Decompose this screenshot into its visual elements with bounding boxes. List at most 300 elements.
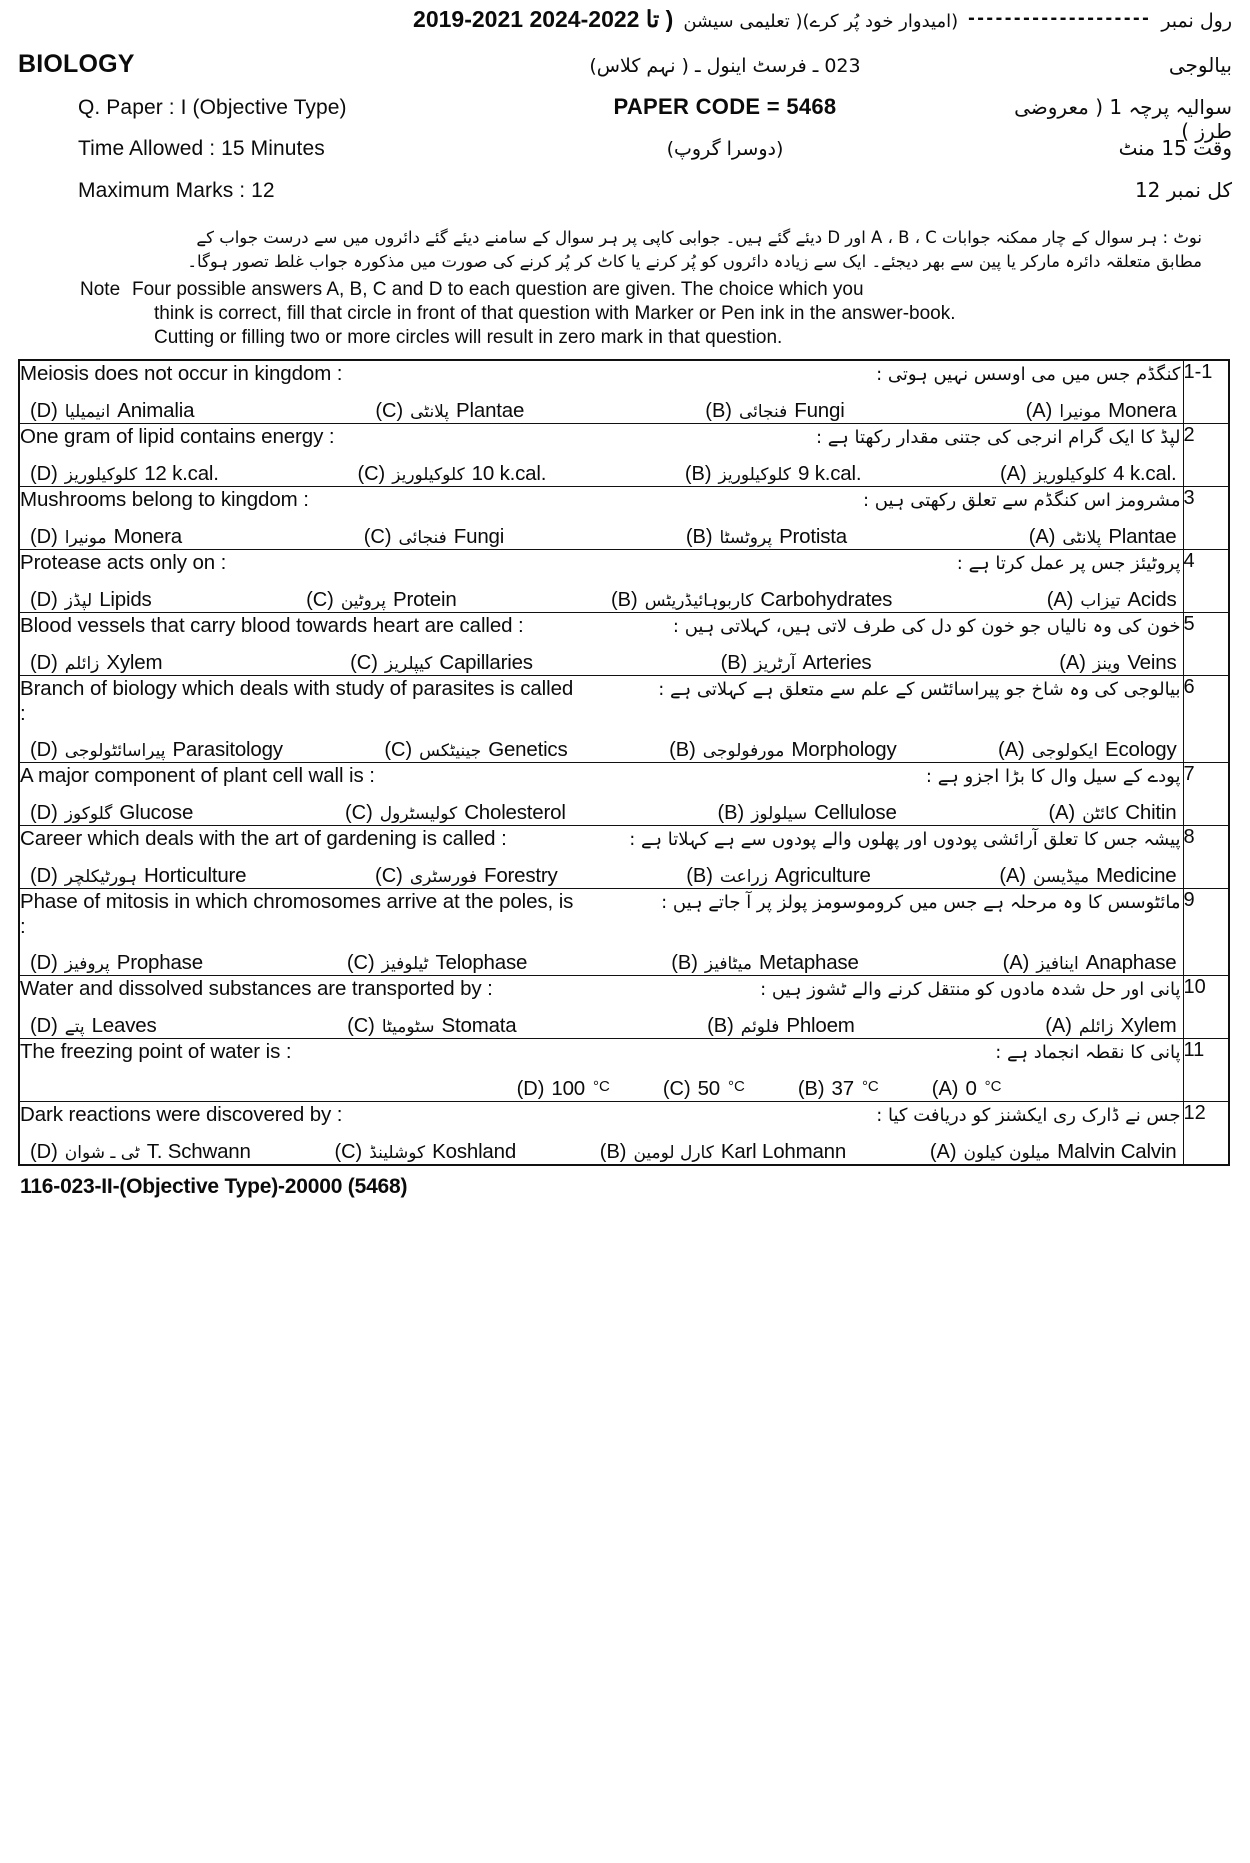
option-list — [20, 525, 1183, 549]
question-body — [19, 486, 1183, 549]
option-choice[interactable] — [671, 951, 859, 975]
option-text-en: Veins — [1127, 650, 1177, 674]
option-text-urdu: اینافیز — [1036, 953, 1079, 974]
option-text-en: Anaphase — [1085, 950, 1177, 974]
option-label: (C) — [384, 738, 413, 761]
option-choice[interactable] — [350, 651, 533, 675]
option-text-en: Xylem — [106, 650, 163, 674]
question-row — [19, 975, 1229, 1038]
option-label: (C) — [662, 1077, 691, 1100]
question-stem — [20, 550, 1183, 576]
option-choice[interactable] — [1049, 801, 1177, 825]
option-choice[interactable] — [334, 1140, 516, 1164]
option-choice[interactable] — [611, 588, 892, 612]
note-en-line-3: Cutting or filling two or more circles will result in zero mark in that question. — [154, 327, 783, 349]
question-stem-urdu: مائٹوسس کا وہ مرحلہ ہے جس میں کروموسومز پولز پر آ جاتے ہیں : — [661, 891, 1181, 913]
option-text-urdu: پروٹین — [340, 590, 386, 611]
question-number: 6 — [1183, 675, 1229, 762]
option-text-urdu: انیمیلیا — [64, 401, 111, 422]
paper-footer-code: 116-023-II-(Objective Type)-20000 (5468) — [20, 1174, 408, 1198]
option-label: (D) — [30, 1140, 58, 1163]
option-choice[interactable] — [1059, 651, 1176, 675]
option-text-en: Xylem — [1120, 1013, 1177, 1037]
option-text-urdu: سٹومیٹا — [381, 1016, 435, 1037]
subject-row — [18, 50, 1232, 94]
option-text-urdu: وینز — [1092, 653, 1121, 674]
option-list — [20, 1014, 1183, 1038]
option-label: (D) — [30, 525, 58, 548]
question-body — [19, 1038, 1183, 1101]
option-label: (D) — [30, 399, 58, 422]
option-choice[interactable] — [1000, 462, 1176, 486]
option-label: (D) — [30, 462, 58, 485]
option-text-urdu: کیپلریز — [384, 653, 433, 674]
question-row — [19, 1038, 1229, 1101]
option-label: (A) — [1002, 951, 1030, 974]
option-text-en: Metaphase — [759, 950, 859, 974]
option-choice[interactable] — [721, 651, 872, 675]
option-text-en: Monera — [1108, 398, 1177, 422]
option-label: (C) — [346, 951, 375, 974]
degree-celsius-unit: °C — [861, 1077, 879, 1095]
degree-celsius-unit: °C — [593, 1077, 610, 1095]
option-choice[interactable] — [998, 738, 1176, 762]
option-label: (D) — [30, 951, 58, 974]
option-list — [20, 864, 1183, 888]
question-stem — [20, 613, 1183, 639]
option-text-urdu: ایکولوجی — [1031, 740, 1098, 761]
option-label: (C) — [350, 651, 378, 674]
option-text-en: Leaves — [91, 1013, 157, 1037]
question-stem — [20, 1039, 1183, 1065]
question-row — [19, 612, 1229, 675]
option-text-en: Capillaries — [439, 650, 533, 674]
question-stem — [20, 424, 1183, 450]
option-text-urdu: ٹی ـ شوان — [64, 1142, 140, 1163]
option-text-urdu: مونیرا — [64, 527, 107, 548]
option-text-en: Protista — [779, 524, 847, 548]
option-choice[interactable] — [375, 399, 524, 423]
option-text-urdu: کلوکیلوریز — [64, 464, 138, 485]
question-body — [19, 360, 1183, 424]
question-stem-urdu: پروٹیئز جس پر عمل کرتا ہے : — [956, 552, 1181, 574]
option-list — [20, 738, 1183, 762]
option-text-en: Prophase — [116, 950, 203, 974]
option-text-en: 50 — [697, 1076, 721, 1100]
note-en-line-1: Four possible answers A, B, C and D to each question are given. The choice which you — [132, 278, 864, 300]
option-label: (B) — [671, 951, 698, 974]
paper-type-label: Q. Paper : I (Objective Type) — [78, 96, 347, 119]
option-list — [20, 462, 1183, 486]
question-stem-en: Meiosis does not occur in kingdom : — [20, 361, 343, 385]
question-stem-urdu: پیشہ جس کا تعلق آرائشی پودوں اور پھلوں والے پودوں سے ہے کہلاتا ہے : — [629, 828, 1181, 850]
question-row — [19, 1101, 1229, 1165]
option-text-en: 9 k.cal. — [798, 461, 862, 485]
option-text-urdu: پلانٹی — [1062, 527, 1102, 548]
question-body — [19, 975, 1183, 1038]
option-text-en: Forestry — [484, 863, 558, 887]
question-body — [19, 888, 1183, 975]
option-choice[interactable] — [1045, 1014, 1176, 1038]
option-text-en: Acids — [1127, 587, 1177, 611]
option-label: (C) — [357, 462, 386, 485]
option-choice[interactable] — [30, 738, 283, 762]
option-list — [20, 588, 1183, 612]
option-choice[interactable] — [1047, 588, 1177, 612]
question-row — [19, 360, 1229, 424]
option-text-en: Glucose — [119, 800, 194, 824]
question-stem — [20, 976, 1183, 1002]
time-allowed-label: Time Allowed : 15 Minutes — [78, 137, 325, 160]
option-text-urdu: کارل لومین — [633, 1142, 714, 1163]
option-text-urdu: کولیسٹرول — [379, 803, 458, 824]
question-row — [19, 549, 1229, 612]
option-text-en: 0 — [965, 1076, 977, 1100]
paper-header — [18, 0, 1232, 351]
option-label: (A) — [1025, 399, 1053, 422]
option-text-en: Horticulture — [143, 863, 247, 887]
option-text-en: Genetics — [488, 737, 568, 761]
question-stem-urdu: لپڈ کا ایک گرام انرجی کی جتنی مقدار رکھتا ہے : — [815, 426, 1181, 448]
objective-questions-table — [18, 359, 1230, 1166]
option-text-urdu: سیلولوز — [751, 803, 808, 824]
option-choice[interactable] — [30, 1014, 157, 1038]
option-text-urdu: کلوکیلوریز — [392, 464, 465, 485]
option-text-urdu: کوشلینڈ — [369, 1142, 426, 1163]
question-stem-urdu: مشرومز اس کنگڈم سے تعلق رکھتی ہیں : — [863, 489, 1181, 511]
option-label: (B) — [611, 588, 638, 611]
option-choice[interactable] — [347, 951, 527, 975]
option-text-en: Lipids — [99, 587, 152, 611]
subject-name-urdu: بیالوجی — [1168, 53, 1232, 77]
question-number: 10 — [1183, 975, 1229, 1038]
option-choice[interactable] — [30, 951, 203, 975]
question-row — [19, 825, 1229, 888]
question-body — [19, 825, 1183, 888]
option-label: (B) — [669, 738, 696, 761]
option-text-en: 12 k.cal. — [144, 461, 219, 485]
option-label: (A) — [931, 1077, 959, 1100]
option-choice[interactable] — [932, 1077, 1003, 1101]
question-stem-urdu: بیالوجی کی وہ شاخ جو پیراسائٹس کے علم سے متعلق ہے کہلاتی ہے : — [658, 678, 1181, 700]
question-number: 2 — [1183, 423, 1229, 486]
option-choice[interactable] — [1026, 399, 1177, 423]
option-text-urdu: کلوکیلوریز — [718, 464, 792, 485]
option-text-urdu: فنجائی — [738, 401, 788, 422]
option-text-urdu: پروفیز — [64, 953, 110, 974]
question-stem — [20, 763, 1183, 789]
option-text-en: Plantae — [1108, 524, 1177, 548]
question-stem-en: The freezing point of water is : — [20, 1039, 292, 1063]
option-text-urdu: میڈیسن — [1033, 866, 1090, 887]
option-choice[interactable] — [347, 1014, 516, 1038]
option-choice[interactable] — [1029, 525, 1177, 549]
option-text-en: 100 — [551, 1076, 585, 1100]
question-stem-urdu: خون کی وہ نالیاں جو خون کو دل کی طرف لاتی ہیں، کہلاتی ہیں : — [672, 615, 1181, 637]
question-number: 4 — [1183, 549, 1229, 612]
maximum-marks-label: Maximum Marks : 12 — [78, 179, 275, 202]
option-list — [20, 651, 1183, 675]
option-text-en: Protein — [392, 587, 457, 611]
option-label: (C) — [363, 525, 392, 548]
option-choice[interactable] — [930, 1140, 1177, 1164]
option-text-en: Telophase — [435, 950, 528, 974]
note-urdu-line-2: مطابق متعلقہ دائرہ مارکر یا پین سے بھر دیجئے۔ ایک سے زیادہ دائروں کو پُر کرنے یا کاٹ کر پُر کرنے کی صورت میں مذکورہ جواب غلط تصور ہوگا۔ — [187, 251, 1202, 271]
option-label: (D) — [30, 864, 58, 887]
option-label: (A) — [998, 738, 1025, 761]
option-label: (B) — [685, 525, 713, 548]
candidate-session-label: (امیدوار خود پُر کرے)( تعلیمی سیشن — [683, 11, 959, 32]
question-stem-en: Dark reactions were discovered by : — [20, 1102, 343, 1126]
option-list — [20, 1077, 1183, 1101]
question-body — [19, 423, 1183, 486]
option-label: (D) — [30, 738, 58, 761]
option-label: (D) — [30, 801, 58, 824]
option-choice[interactable] — [306, 588, 456, 612]
option-text-urdu: زراعت — [719, 866, 768, 887]
option-text-en: Fungi — [453, 524, 505, 548]
option-label: (B) — [684, 462, 712, 485]
option-text-en: T. Schwann — [146, 1139, 251, 1163]
question-row — [19, 486, 1229, 549]
option-label: (A) — [1045, 1014, 1072, 1037]
option-text-en: Stomata — [441, 1013, 517, 1037]
question-stem-urdu: پانی کا نقطہ انجماد ہے : — [995, 1041, 1181, 1063]
option-label: (C) — [306, 588, 334, 611]
option-text-urdu: کاربوہائیڈریٹس — [644, 590, 754, 611]
question-stem-urdu: پودے کے سیل وال کا بڑا اجزو ہے : — [925, 765, 1181, 787]
option-text-urdu: جینیٹکس — [419, 740, 482, 761]
option-choice[interactable] — [30, 1140, 251, 1164]
option-label: (A) — [1059, 651, 1086, 674]
option-choice[interactable] — [30, 399, 194, 423]
question-stem-en: Career which deals with the art of gardening is called : — [20, 826, 507, 850]
option-label: (B) — [599, 1140, 627, 1163]
option-text-en: Carbohydrates — [760, 587, 893, 611]
option-text-urdu: پیراسائٹولوجی — [64, 740, 166, 761]
option-text-urdu: مونیرا — [1059, 401, 1102, 422]
option-text-urdu: گلوکوز — [64, 803, 113, 824]
option-text-en: Cholesterol — [464, 800, 566, 824]
option-choice[interactable] — [999, 864, 1176, 888]
option-text-urdu: لپڈز — [64, 590, 93, 611]
question-row — [19, 888, 1229, 975]
option-list — [20, 951, 1183, 975]
option-label: (D) — [30, 1014, 58, 1037]
option-text-en: Karl Lohmann — [720, 1139, 847, 1163]
question-stem — [20, 1102, 1183, 1128]
option-choice[interactable] — [1003, 951, 1177, 975]
question-number: 7 — [1183, 762, 1229, 825]
option-text-urdu: تیزاب — [1080, 590, 1121, 611]
option-choice[interactable] — [686, 525, 847, 549]
question-body — [19, 762, 1183, 825]
time-allowed-row — [18, 136, 1232, 178]
question-row — [19, 675, 1229, 762]
option-label: (B) — [707, 1014, 734, 1037]
option-text-en: Ecology — [1104, 737, 1177, 761]
option-text-urdu: فلوئم — [740, 1016, 780, 1037]
option-label: (A) — [1000, 462, 1027, 485]
question-body — [19, 1101, 1183, 1165]
degree-celsius-unit: °C — [728, 1077, 745, 1095]
question-stem-urdu: پانی اور حل شدہ مادوں کو منتقل کرنے والے ٹشوز ہیں : — [760, 978, 1181, 1000]
question-stem-en: Protease acts only on : — [20, 550, 227, 574]
question-stem — [20, 826, 1183, 852]
option-text-urdu: فنجائی — [398, 527, 447, 548]
option-choice[interactable] — [707, 1014, 855, 1038]
option-choice[interactable] — [685, 462, 861, 486]
option-choice[interactable] — [705, 399, 844, 423]
option-text-urdu: زائلم — [1078, 1016, 1114, 1037]
question-body — [19, 612, 1183, 675]
option-label: (B) — [686, 864, 713, 887]
paper-type-label-urdu: سوالیہ پرچہ 1 ( معروضی طرز ) — [1014, 95, 1232, 143]
option-label: (C) — [334, 1140, 363, 1163]
option-label: (C) — [345, 801, 373, 824]
question-number: 8 — [1183, 825, 1229, 888]
question-row — [19, 762, 1229, 825]
option-text-en: Morphology — [791, 737, 897, 761]
note-urdu-line-1: نوٹ : ہر سوال کے چار ممکنہ جوابات A ، B ، C اور D دیئے گئے ہیں۔ جوابی کاپی پر ہر سوال کے سامنے دیئے گئے دائروں میں سے درست جواب کے — [196, 228, 1202, 247]
option-text-urdu: آرٹریز — [754, 653, 796, 674]
exam-session-urdu: 023 ـ فرسٹ اینول ـ ( نہم کلاس) — [589, 55, 861, 77]
roll-no-row — [18, 0, 1232, 50]
option-text-urdu: کلوکیلوریز — [1033, 464, 1107, 485]
paper-code: PAPER CODE = 5468 — [613, 94, 837, 119]
option-choice[interactable] — [663, 1077, 746, 1101]
option-label: (A) — [1048, 801, 1076, 824]
option-choice[interactable] — [357, 462, 546, 486]
option-choice[interactable] — [686, 864, 870, 888]
option-choice[interactable] — [798, 1077, 880, 1101]
option-choice[interactable] — [30, 462, 219, 486]
question-stem-urdu: جس نے ڈارک ری ایکشنز کو دریافت کیا : — [876, 1104, 1181, 1126]
question-number: 5 — [1183, 612, 1229, 675]
question-row — [19, 423, 1229, 486]
option-text-urdu: پروٹسٹا — [719, 527, 773, 548]
option-text-urdu: میلون کیلون — [963, 1142, 1051, 1163]
option-text-urdu: ٹیلوفیز — [381, 953, 429, 974]
roll-no-dots: -------------------- — [968, 7, 1152, 29]
question-stem-en: One gram of lipid contains energy : — [20, 424, 335, 448]
option-choice[interactable] — [375, 864, 558, 888]
session-years: 2019-2021 تا 2022-2024 ) — [413, 6, 674, 32]
option-choice[interactable] — [364, 525, 504, 549]
question-stem-en: Branch of biology which deals with study of parasites is called : — [20, 676, 574, 725]
note-tag: Note — [80, 278, 121, 300]
question-stem-en: A major component of plant cell wall is : — [20, 763, 375, 787]
option-choice[interactable] — [600, 1140, 846, 1164]
option-text-en: Animalia — [117, 398, 195, 422]
option-choice[interactable] — [30, 525, 182, 549]
question-number: 1-1 — [1183, 360, 1229, 424]
option-choice[interactable] — [718, 801, 897, 825]
option-text-urdu: زائلم — [64, 653, 100, 674]
option-text-en: Chitin — [1125, 800, 1177, 824]
option-label: (D) — [30, 588, 58, 611]
question-number: 9 — [1183, 888, 1229, 975]
option-label: (B) — [720, 651, 748, 674]
maximum-marks-label-urdu: کل نمبر 12 — [1134, 178, 1232, 202]
question-stem — [20, 361, 1183, 387]
question-stem-en: Phase of mitosis in which chromosomes arrive at the poles, is : — [20, 889, 574, 938]
option-text-en: Plantae — [456, 398, 525, 422]
option-list — [20, 399, 1183, 423]
option-text-en: Koshland — [432, 1139, 517, 1163]
option-label: (D) — [516, 1077, 545, 1100]
subject-name-en: BIOLOGY — [18, 50, 135, 78]
option-text-urdu: مورفولوجی — [702, 740, 785, 761]
option-label: (A) — [1046, 588, 1074, 611]
option-label: (A) — [929, 1140, 957, 1163]
option-label: (D) — [30, 651, 58, 674]
option-list — [20, 801, 1183, 825]
option-text-en: 37 — [831, 1076, 854, 1100]
question-stem — [20, 487, 1183, 513]
group-label-urdu: (دوسرا گروپ) — [666, 138, 784, 160]
option-text-en: 10 k.cal. — [471, 461, 547, 485]
option-choice[interactable] — [30, 588, 152, 612]
option-choice[interactable] — [517, 1077, 611, 1101]
option-label: (B) — [797, 1077, 825, 1100]
option-label: (C) — [375, 399, 404, 422]
option-text-urdu: کائٹن — [1082, 803, 1119, 824]
option-choice[interactable] — [30, 864, 246, 888]
question-stem — [20, 676, 1183, 726]
option-text-en: Arteries — [802, 650, 872, 674]
option-text-en: Parasitology — [172, 737, 283, 761]
maximum-marks-row — [18, 178, 1232, 220]
option-label: (B) — [705, 399, 732, 422]
option-choice[interactable] — [30, 801, 193, 825]
question-number: 3 — [1183, 486, 1229, 549]
note-en-line-2: think is correct, fill that circle in front of that question with Marker or Pen ink in the answer-book. — [154, 303, 956, 325]
question-stem-en: Water and dissolved substances are transported by : — [20, 976, 493, 1000]
option-text-en: Phloem — [786, 1013, 855, 1037]
option-text-urdu: پتے — [64, 1016, 85, 1037]
degree-celsius-unit: °C — [984, 1077, 1002, 1095]
question-stem-urdu: کنگڈم جس میں می اوسس نہیں ہوتی : — [876, 363, 1181, 385]
roll-no-label: رول نمبر — [1161, 10, 1232, 32]
option-choice[interactable] — [30, 651, 162, 675]
option-text-en: Fungi — [794, 398, 845, 422]
option-list — [20, 1140, 1183, 1164]
option-text-urdu: ہورٹیکلچر — [64, 866, 137, 887]
question-stem-en: Blood vessels that carry blood towards heart are called : — [20, 613, 524, 637]
question-number: 11 — [1183, 1038, 1229, 1101]
option-text-urdu: میٹافیز — [704, 953, 753, 974]
option-text-en: Malvin Calvin — [1057, 1139, 1177, 1163]
option-label: (C) — [375, 864, 403, 887]
question-number: 12 — [1183, 1101, 1229, 1165]
question-body — [19, 549, 1183, 612]
question-stem-en: Mushrooms belong to kingdom : — [20, 487, 309, 511]
time-allowed-label-urdu: وقت 15 منٹ — [1118, 136, 1232, 160]
note-english-block — [18, 278, 1232, 351]
option-choice[interactable] — [345, 801, 566, 825]
option-label: (A) — [1028, 525, 1056, 548]
option-label: (B) — [717, 801, 745, 824]
option-text-en: Medicine — [1096, 863, 1177, 887]
option-choice[interactable] — [384, 738, 567, 762]
option-text-urdu: فورسٹری — [409, 866, 477, 887]
option-choice[interactable] — [669, 738, 896, 762]
question-body — [19, 675, 1183, 762]
option-label: (C) — [347, 1014, 375, 1037]
option-text-en: Cellulose — [814, 800, 897, 824]
question-stem — [20, 889, 1183, 939]
